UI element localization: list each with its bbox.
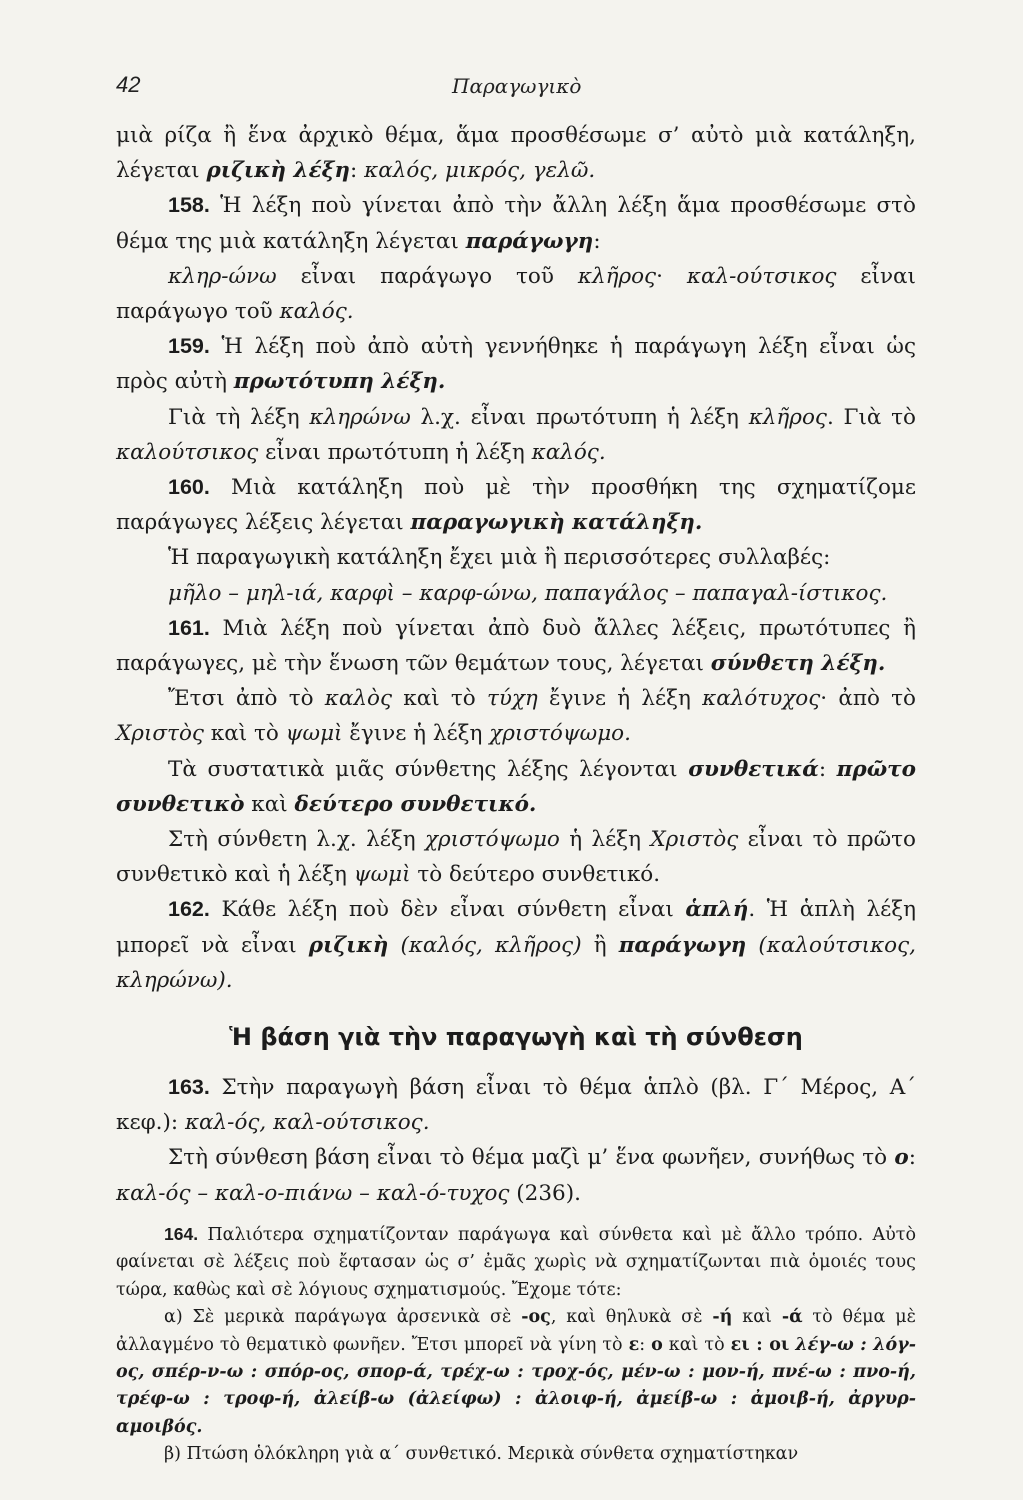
- section-number: 162.: [168, 897, 210, 922]
- paragraph-160-examples: μῆλο – μηλ-ιά, καρφὶ – καρφ-ώνω, παπαγάλος – παπαγαλ-ίστικος.: [168, 580, 888, 606]
- footnote-164: 164. Παλιότερα σχηματίζονταν παράγωγα καὶ σύνθετα καὶ μὲ ἄλλο τρόπο. Αὐτὸ φαίνεται σὲ λέξεις ποὺ ἔφτασαν ὡς σ’ ἐμᾶς χωρὶς νὰ σχηματίζωνται πιὰ ὁμοιές τους τώρα, καθὼς καὶ σὲ λόγιους σχηματισμούς. Ἔχομε τότε:: [116, 1223, 916, 1300]
- footnote-block: [116, 1221, 916, 1469]
- paragraph-159: 159. Ἡ λέξη ποὺ ἀπὸ αὐτὴ γεννήθηκε ἡ παράγωγη λέξη εἶναι ὡς πρὸς αὐτὴ πρωτότυπη λέξη.: [116, 334, 916, 395]
- footnote-item-b: β) Πτώση ὁλόκληρη γιὰ α΄ συνθετικό. Μερικὰ σύνθετα σχηματίστηκαν: [164, 1444, 799, 1465]
- running-title: Παραγωγικὸ: [452, 74, 582, 98]
- section-number: 160.: [168, 475, 210, 500]
- page-number: 42: [116, 72, 141, 97]
- paragraph-160: 160. Μιὰ κατάληξη ποὺ μὲ τὴν προσθήκη της σχηματίζομε παράγωγες λέξεις λέγεται παραγωγικὴ κατάληξη.: [116, 475, 916, 536]
- paragraph-158: 158. Ἡ λέξη ποὺ γίνεται ἀπὸ τὴν ἄλλη λέξη ἅμα προσθέσωμε στὸ θέμα της μιὰ κατάληξη λέγεται παράγωγη:: [116, 193, 916, 254]
- section-number: 159.: [168, 334, 210, 359]
- section-number: 164.: [164, 1223, 199, 1244]
- paragraph-161-example-2: Στὴ σύνθετη λ.χ. λέξη χριστόψωμο ἡ λέξη Χριστὸς εἶναι τὸ πρῶτο συνθετικὸ καὶ ἡ λέξη ψωμὶ τὸ δεύτερο συνθετικό.: [116, 827, 916, 888]
- paragraph-159-example: Γιὰ τὴ λέξη κληρώνω λ.χ. εἶναι πρωτότυπη ἡ λέξη κλῆρος. Γιὰ τὸ καλούτσικος εἶναι πρωτότυπη ἡ λέξη καλός.: [116, 404, 916, 465]
- section-number: 163.: [168, 1075, 210, 1100]
- section-number: 161.: [168, 615, 210, 640]
- paragraph-continuation: μιὰ ρίζα ἢ ἕνα ἀρχικὸ θέμα, ἅμα προσθέσωμε σ’ αὐτὸ μιὰ κατάληξη, λέγεται ριζικὴ λέξη: καλός, μικρός, γελῶ.: [116, 123, 916, 184]
- paragraph-158-example: κληρ-ώνω εἶναι παράγωγο τοῦ κλῆρος· καλ-ούτσικος εἶναι παράγωγο τοῦ καλός.: [116, 263, 916, 325]
- paragraph-163: 163. Στὴν παραγωγὴ βάση εἶναι τὸ θέμα ἁπλὸ (βλ. Γ΄ Μέρος, Α΄ κεφ.): καλ-ός, καλ-ούτσικος.: [116, 1075, 916, 1136]
- paragraph-161-terms: Τὰ συστατικὰ μιᾶς σύνθετης λέξης λέγονται συνθετικά: πρῶτο συνθετικὸ καὶ δεύτερο συνθετικό.: [116, 756, 916, 817]
- section-heading: Ἡ βάση γιὰ τὴν παραγωγὴ καὶ τὴ σύνθεση: [229, 1023, 803, 1052]
- paragraph-163-example: Στὴ σύνθεση βάση εἶναι τὸ θέμα μαζὶ μ’ ἕνα φωνῆεν, συνήθως τὸ ο: καλ-ός – καλ-ο-πιάνω – καλ-ό-τυχος (236).: [116, 1145, 916, 1206]
- paragraph-162: 162. Κάθε λέξη ποὺ δὲν εἶναι σύνθετη εἶναι ἁπλή. Ἡ ἁπλὴ λέξη μπορεῖ νὰ εἶναι ριζικὴ (καλός, κλῆρος) ἢ παράγωγη (καλούτσικος, κληρώνω).: [116, 897, 916, 993]
- paragraph-161-example: Ἔτσι ἀπὸ τὸ καλὸς καὶ τὸ τύχη ἔγινε ἡ λέξη καλότυχος· ἀπὸ τὸ Χριστὸς καὶ τὸ ψωμὶ ἔγινε ἡ λέξη χριστόψωμο.: [116, 686, 916, 747]
- section-number: 158.: [168, 193, 210, 218]
- main-text: [116, 118, 916, 1469]
- footnote-item-a: α) Σὲ μερικὰ παράγωγα ἀρσενικὰ σὲ -ος, καὶ θηλυκὰ σὲ -ή καὶ -ά τὸ θέμα μὲ ἀλλαγμένο τὸ θεματικὸ φωνῆεν. Ἔτσι μπορεῖ νὰ γίνη τὸ ε: ο καὶ τὸ ει : οι λέγ-ω : λόγ-ος, σπέρ-ν-ω : σπόρ-ος, σπορ-ά, τρέχ-ω : τροχ-ός, μέν-ω : μον-ή, πνέ-ω : πνο-ή, τρέφ-ω : τροφ-ή, ἀλείβ-ω (ἀλείφω) : ἀλοιφ-ή, ἀμείβ-ω : ἀμοιβ-ή, ἀργυρ-αμοιβός.: [116, 1307, 916, 1437]
- paragraph-161: 161. Μιὰ λέξη ποὺ γίνεται ἀπὸ δυὸ ἄλλες λέξεις, πρωτότυπες ἢ παράγωγες, μὲ τὴν ἕνωση τῶν θεμάτων τους, λέγεται σύνθετη λέξη.: [116, 615, 916, 677]
- paragraph-160-note: Ἡ παραγωγικὴ κατάληξη ἔχει μιὰ ἢ περισσότερες συλλαβές:: [168, 545, 831, 571]
